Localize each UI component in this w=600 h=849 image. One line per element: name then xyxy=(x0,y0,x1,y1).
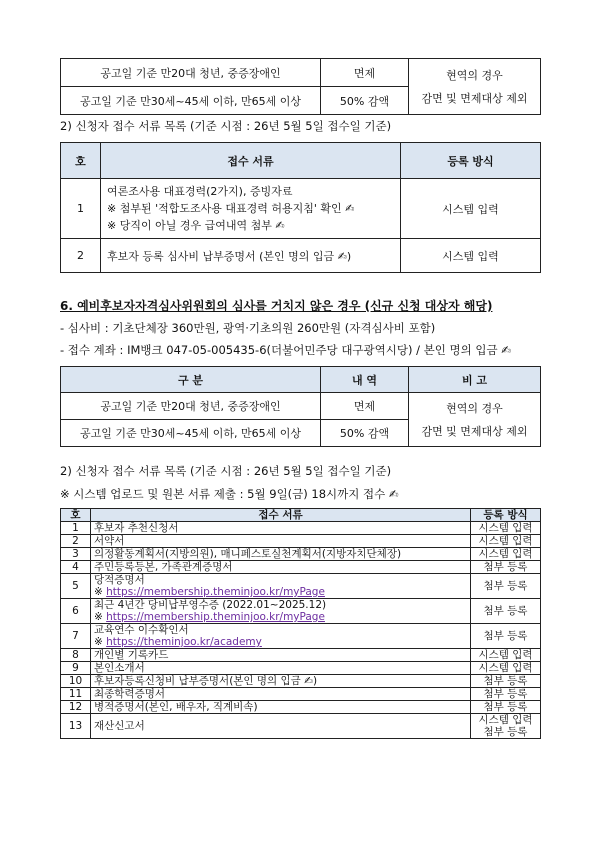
docs2-body xyxy=(61,522,541,739)
top-fee-label-2: 공고일 기준 만30세~45세 이하, 만65세 이상 xyxy=(61,87,321,115)
section-b-title: 2) 신청자 접수 서류 목록 (기준 시점 : 26년 5월 5일 접수일 기준) xyxy=(60,464,392,478)
docs2-row-no: 6 xyxy=(61,599,91,624)
docs1-header-no: 호 xyxy=(61,143,101,179)
docs2-row-link-line xyxy=(94,586,467,598)
docs2-row-doc xyxy=(91,599,471,624)
fee-label-1: 공고일 기준 만20대 청년, 중증장애인 xyxy=(61,393,321,420)
table-row xyxy=(61,535,541,548)
docs2-row-doc xyxy=(91,574,471,599)
docs2-row-no: 4 xyxy=(61,561,91,574)
top-fee-value-1: 면제 xyxy=(321,59,409,87)
fee-label-2: 공고일 기준 만30세~45세 이하, 만65세 이상 xyxy=(61,420,321,447)
table-row xyxy=(61,599,541,624)
table-row xyxy=(61,522,541,535)
docs-table-2 xyxy=(60,508,541,739)
table-row xyxy=(61,714,541,739)
section-6-fee-line: - 심사비 : 기초단체장 360만원, 광역·기초의원 260만원 (자격심사비 포함) xyxy=(60,321,436,335)
docs2-row-doc-text: 당적증명서 xyxy=(94,574,145,586)
docs2-row-no: 2 xyxy=(61,535,91,548)
note-mark: ※ xyxy=(94,611,107,623)
docs2-row-method: 첨부 등록 xyxy=(471,561,541,574)
docs2-header-doc: 접수 서류 xyxy=(91,509,471,522)
docs1-row2-doc: 후보자 등록 심사비 납부증명서 (본인 명의 입금 ✍) xyxy=(101,239,401,273)
docs2-row-no: 12 xyxy=(61,701,91,714)
top-remark-line-1: 현역의 경우 xyxy=(446,69,503,82)
table-row xyxy=(61,688,541,701)
docs1-row1-method: 시스템 입력 xyxy=(401,179,541,239)
membership-link[interactable]: https://membership.theminjoo.kr/myPage xyxy=(106,586,325,598)
table-row xyxy=(61,649,541,662)
top-fee-table xyxy=(60,58,541,115)
docs2-row-doc: 병적증명서(본인, 배우자, 직계비속) xyxy=(91,701,471,714)
section-b-note: ※ 시스템 업로드 및 원본 서류 제출 : 5월 9일(금) 18시까지 접수 ✍ xyxy=(60,487,399,501)
section-6-title: 6. 예비후보자자격심사위원회의 심사를 거치지 않은 경우 (신규 신청 대상자 해당) xyxy=(60,299,493,313)
note-mark: ※ xyxy=(94,636,107,648)
docs2-row-doc: 의정활동계획서(지방의원), 매니페스토실천계획서(지방자치단체장) xyxy=(91,548,471,561)
docs2-row-doc-text: 교육연수 이수확인서 xyxy=(94,624,189,636)
docs1-row1-line3: ※ 당직이 아닐 경우 급여내역 첨부 ✍ xyxy=(107,219,285,232)
docs2-row-method: 첨부 등록 xyxy=(471,701,541,714)
fee-header-detail: 내 역 xyxy=(321,367,409,393)
docs2-row-no: 11 xyxy=(61,688,91,701)
docs2-row-method: 시스템 입력 xyxy=(471,522,541,535)
docs1-header-method: 등록 방식 xyxy=(401,143,541,179)
membership-link[interactable]: https://theminjoo.kr/academy xyxy=(106,636,262,648)
docs2-row-method: 첨부 등록 xyxy=(471,675,541,688)
docs2-row-doc: 후보자 추천신청서 xyxy=(91,522,471,535)
docs2-row-no: 5 xyxy=(61,574,91,599)
docs2-row-no: 7 xyxy=(61,624,91,649)
docs2-header-method: 등록 방식 xyxy=(471,509,541,522)
docs2-row-doc: 서약서 xyxy=(91,535,471,548)
docs1-row1-doc xyxy=(101,179,401,239)
table-row xyxy=(61,574,541,599)
table-row xyxy=(61,548,541,561)
docs2-row-no: 10 xyxy=(61,675,91,688)
docs1-row1-no: 1 xyxy=(61,179,101,239)
table-row xyxy=(61,561,541,574)
table-row xyxy=(61,624,541,649)
docs2-row-method: 시스템 입력 xyxy=(471,548,541,561)
docs2-row-doc: 본인소개서 xyxy=(91,662,471,675)
docs2-row-no: 1 xyxy=(61,522,91,535)
docs2-row-doc-text: 최근 4년간 당비납부영수증 (2022.01~2025.12) xyxy=(94,599,327,611)
docs1-row2-no: 2 xyxy=(61,239,101,273)
membership-link[interactable]: https://membership.theminjoo.kr/myPage xyxy=(106,611,325,623)
docs1-header-doc: 접수 서류 xyxy=(101,143,401,179)
docs2-row-method xyxy=(471,714,541,739)
docs2-row-method: 첨부 등록 xyxy=(471,688,541,701)
fee-value-2: 50% 감액 xyxy=(321,420,409,447)
docs2-row-method: 시스템 입력 xyxy=(471,662,541,675)
docs2-row-doc: 개인별 기록카드 xyxy=(91,649,471,662)
table-row xyxy=(61,675,541,688)
note-mark: ※ xyxy=(94,586,107,598)
docs2-row-method: 시스템 입력 xyxy=(471,649,541,662)
top-fee-label-1: 공고일 기준 만20대 청년, 중증장애인 xyxy=(61,59,321,87)
docs2-row-doc: 재산신고서 xyxy=(91,714,471,739)
docs-table-1 xyxy=(60,142,541,273)
fee-remark-line-2: 감면 및 면제대상 제외 xyxy=(421,425,528,438)
docs1-row1-line1: 여론조사용 대표경력(2가지), 증빙자료 xyxy=(107,185,293,198)
docs2-row-method: 첨부 등록 xyxy=(471,624,541,649)
docs2-row-no: 8 xyxy=(61,649,91,662)
fee-header-remark: 비 고 xyxy=(409,367,541,393)
docs2-row-method: 첨부 등록 xyxy=(471,599,541,624)
docs2-row-no: 3 xyxy=(61,548,91,561)
docs2-row-doc: 최종학력증명서 xyxy=(91,688,471,701)
docs2-row-method-line1: 시스템 입력 xyxy=(478,714,533,726)
fee-value-1: 면제 xyxy=(321,393,409,420)
table-row xyxy=(61,701,541,714)
top-fee-value-2: 50% 감액 xyxy=(321,87,409,115)
fee-remark xyxy=(409,393,541,447)
docs2-row-doc xyxy=(91,624,471,649)
fee-header-category: 구 분 xyxy=(61,367,321,393)
docs2-row-doc: 후보자등록신청비 납부증명서(본인 명의 입금 ✍) xyxy=(91,675,471,688)
top-remark-line-2: 감면 및 면제대상 제외 xyxy=(421,92,528,105)
section-6-account-line: - 접수 계좌 : IM뱅크 047-05-005435-6(더불어민주당 대구광역시당) / 본인 명의 입금 ✍ xyxy=(60,343,511,357)
docs2-row-no: 9 xyxy=(61,662,91,675)
top-fee-remark xyxy=(409,59,541,115)
section-a-title: 2) 신청자 접수 서류 목록 (기준 시점 : 26년 5월 5일 접수일 기준) xyxy=(60,119,392,133)
docs2-header-no: 호 xyxy=(61,509,91,522)
docs2-row-no: 13 xyxy=(61,714,91,739)
docs1-row2-method: 시스템 입력 xyxy=(401,239,541,273)
docs2-row-method: 첨부 등록 xyxy=(471,574,541,599)
fee-remark-line-1: 현역의 경우 xyxy=(446,402,503,415)
table-row xyxy=(61,662,541,675)
docs2-row-link-line xyxy=(94,636,467,648)
fee-table xyxy=(60,366,541,447)
docs2-row-method-line2: 첨부 등록 xyxy=(483,726,528,738)
docs2-row-method: 시스템 입력 xyxy=(471,535,541,548)
docs1-row1-line2: ※ 첨부된 '적합도조사용 대표경력 허용지침' 확인 ✍ xyxy=(107,202,355,215)
docs2-row-doc: 주민등록등본, 가족관계증명서 xyxy=(91,561,471,574)
docs2-row-link-line xyxy=(94,611,467,623)
